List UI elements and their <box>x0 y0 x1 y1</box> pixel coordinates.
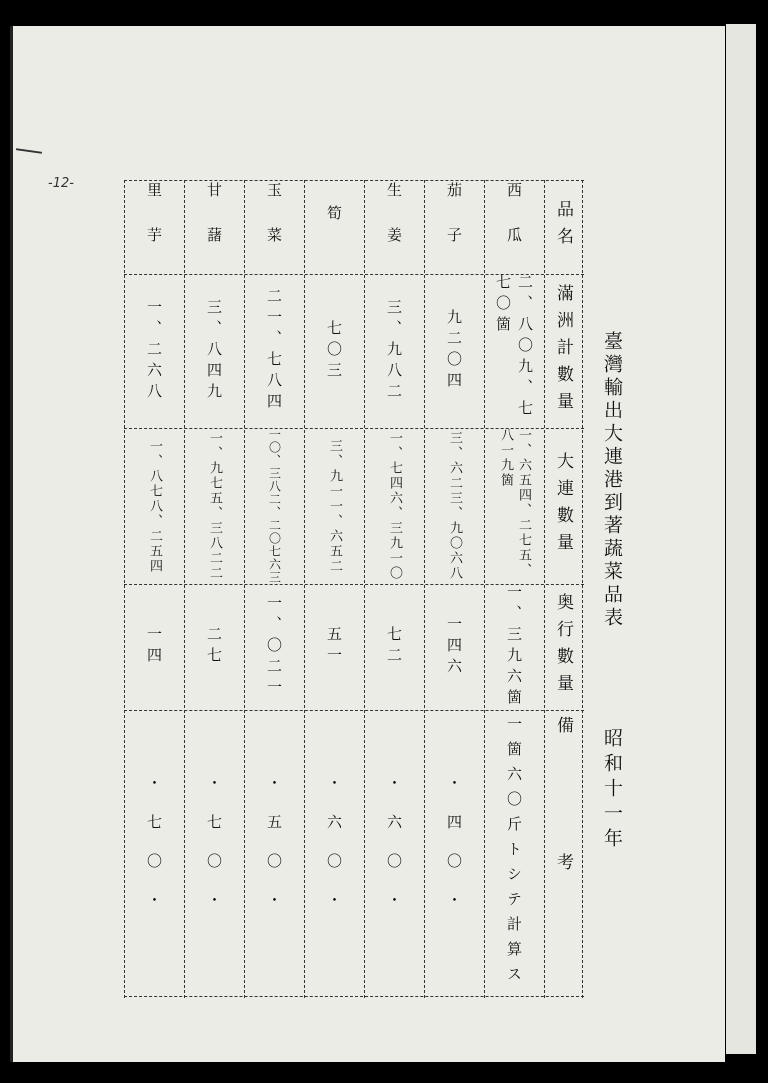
manchuria-value: 二、八〇九、七七〇箇 <box>494 274 534 421</box>
name-cell <box>364 180 424 274</box>
produce-name: 里芋 <box>145 182 163 272</box>
inland-cell <box>424 584 484 710</box>
inland-cell <box>244 584 304 710</box>
dairen-value: 一、八七八、二五四 <box>147 438 162 574</box>
dairen-value: 三、六二三、九〇六八 <box>447 431 462 581</box>
dairen-value: 一、九七五、三八二二 <box>207 431 222 581</box>
manchuria-cell <box>364 274 424 428</box>
produce-name: 甘藷 <box>205 182 223 272</box>
dairen-value: 一〇、三八二、二〇七六三 <box>267 428 282 584</box>
remarks-cell <box>244 710 304 996</box>
header-dairen-cell <box>544 428 582 584</box>
header-dairen: 大連數量 <box>553 452 573 560</box>
inland-cell <box>364 584 424 710</box>
inland-value: 一、〇二一 <box>265 594 283 700</box>
header-inland: 奥行數量 <box>553 593 573 701</box>
table-column <box>184 180 244 998</box>
inland-value: 五一 <box>325 626 343 668</box>
manchuria-cell <box>484 274 544 428</box>
inland-value: 一四 <box>145 626 163 668</box>
remarks-value: ・七〇・ <box>205 775 223 931</box>
dairen-cell <box>244 428 304 584</box>
manchuria-value: 七〇三 <box>325 319 343 383</box>
inland-cell <box>184 584 244 710</box>
name-cell <box>304 180 364 274</box>
vegetable-table <box>124 180 584 998</box>
produce-name: 茄子 <box>445 182 463 272</box>
manchuria-cell <box>124 274 184 428</box>
header-manchuria: 滿洲計數量 <box>553 283 573 419</box>
name-cell <box>244 180 304 274</box>
remarks-cell <box>124 710 184 996</box>
header-inland-cell <box>544 584 582 710</box>
name-cell <box>124 180 184 274</box>
dairen-cell <box>124 428 184 584</box>
table-column <box>364 180 424 998</box>
name-cell <box>424 180 484 274</box>
remarks-cell <box>184 710 244 996</box>
dairen-cell <box>184 428 244 584</box>
manchuria-value: 九二〇四 <box>445 309 463 393</box>
manchuria-value: 三、八四九 <box>205 298 223 404</box>
inland-cell <box>304 584 364 710</box>
remarks-value: ・四〇・ <box>445 775 463 931</box>
manchuria-cell <box>424 274 484 428</box>
dairen-value: 一、六五四、二七五、八一九箇 <box>498 428 531 578</box>
name-cell <box>484 180 544 274</box>
manchuria-cell <box>184 274 244 428</box>
header-remarks: 備考 <box>553 716 573 990</box>
produce-name: 西瓜 <box>505 182 523 272</box>
inland-cell <box>124 584 184 710</box>
remarks-value: ・六〇・ <box>325 775 343 931</box>
remarks-cell <box>424 710 484 996</box>
right-edge-strip <box>726 24 756 1054</box>
dairen-value: 三、九一一、六五二 <box>327 438 342 574</box>
table-rule-vertical <box>582 180 583 998</box>
document-title: 臺灣輸出大連港到著蔬菜品表 <box>601 330 623 630</box>
table-column <box>424 180 484 998</box>
manchuria-cell <box>304 274 364 428</box>
dairen-cell <box>484 428 544 584</box>
name-cell <box>184 180 244 274</box>
header-name-cell <box>544 180 582 274</box>
remarks-value: ・六〇・ <box>385 775 403 931</box>
dairen-value: 一、七四六、三九一〇 <box>387 431 402 581</box>
dairen-cell <box>424 428 484 584</box>
produce-name: 玉菜 <box>265 182 283 272</box>
table-column <box>484 180 544 998</box>
remarks-cell <box>304 710 364 996</box>
remarks-value: ・五〇・ <box>265 775 283 931</box>
inland-value: 一、三九六箇 <box>505 584 523 710</box>
manchuria-value: 一、二六八 <box>145 298 163 404</box>
header-name: 品名 <box>553 200 573 254</box>
inland-value: 一四六 <box>445 615 463 679</box>
table-column <box>244 180 304 998</box>
inland-value: 七二 <box>385 626 403 668</box>
produce-name: 筍 <box>325 204 343 250</box>
year-label: 昭和十一年 <box>601 727 623 853</box>
dairen-cell <box>364 428 424 584</box>
manchuria-cell <box>244 274 304 428</box>
manchuria-value: 二一、七八四 <box>265 288 283 414</box>
manchuria-value: 三、九八二 <box>385 298 403 404</box>
remarks-value: ・七〇・ <box>145 775 163 931</box>
inland-cell <box>484 584 544 710</box>
dairen-cell <box>304 428 364 584</box>
page-number: -12- <box>48 176 74 191</box>
remarks-value: 一箇六〇斤トシテ計算ス <box>505 715 523 991</box>
remarks-cell <box>484 710 544 996</box>
header-manchuria-cell <box>544 274 582 428</box>
remarks-cell <box>364 710 424 996</box>
header-column <box>544 180 582 998</box>
inland-value: 二七 <box>205 626 223 668</box>
table-column <box>124 180 184 998</box>
produce-name: 生姜 <box>385 182 403 272</box>
header-remarks-cell <box>544 710 582 996</box>
table-column <box>304 180 364 998</box>
